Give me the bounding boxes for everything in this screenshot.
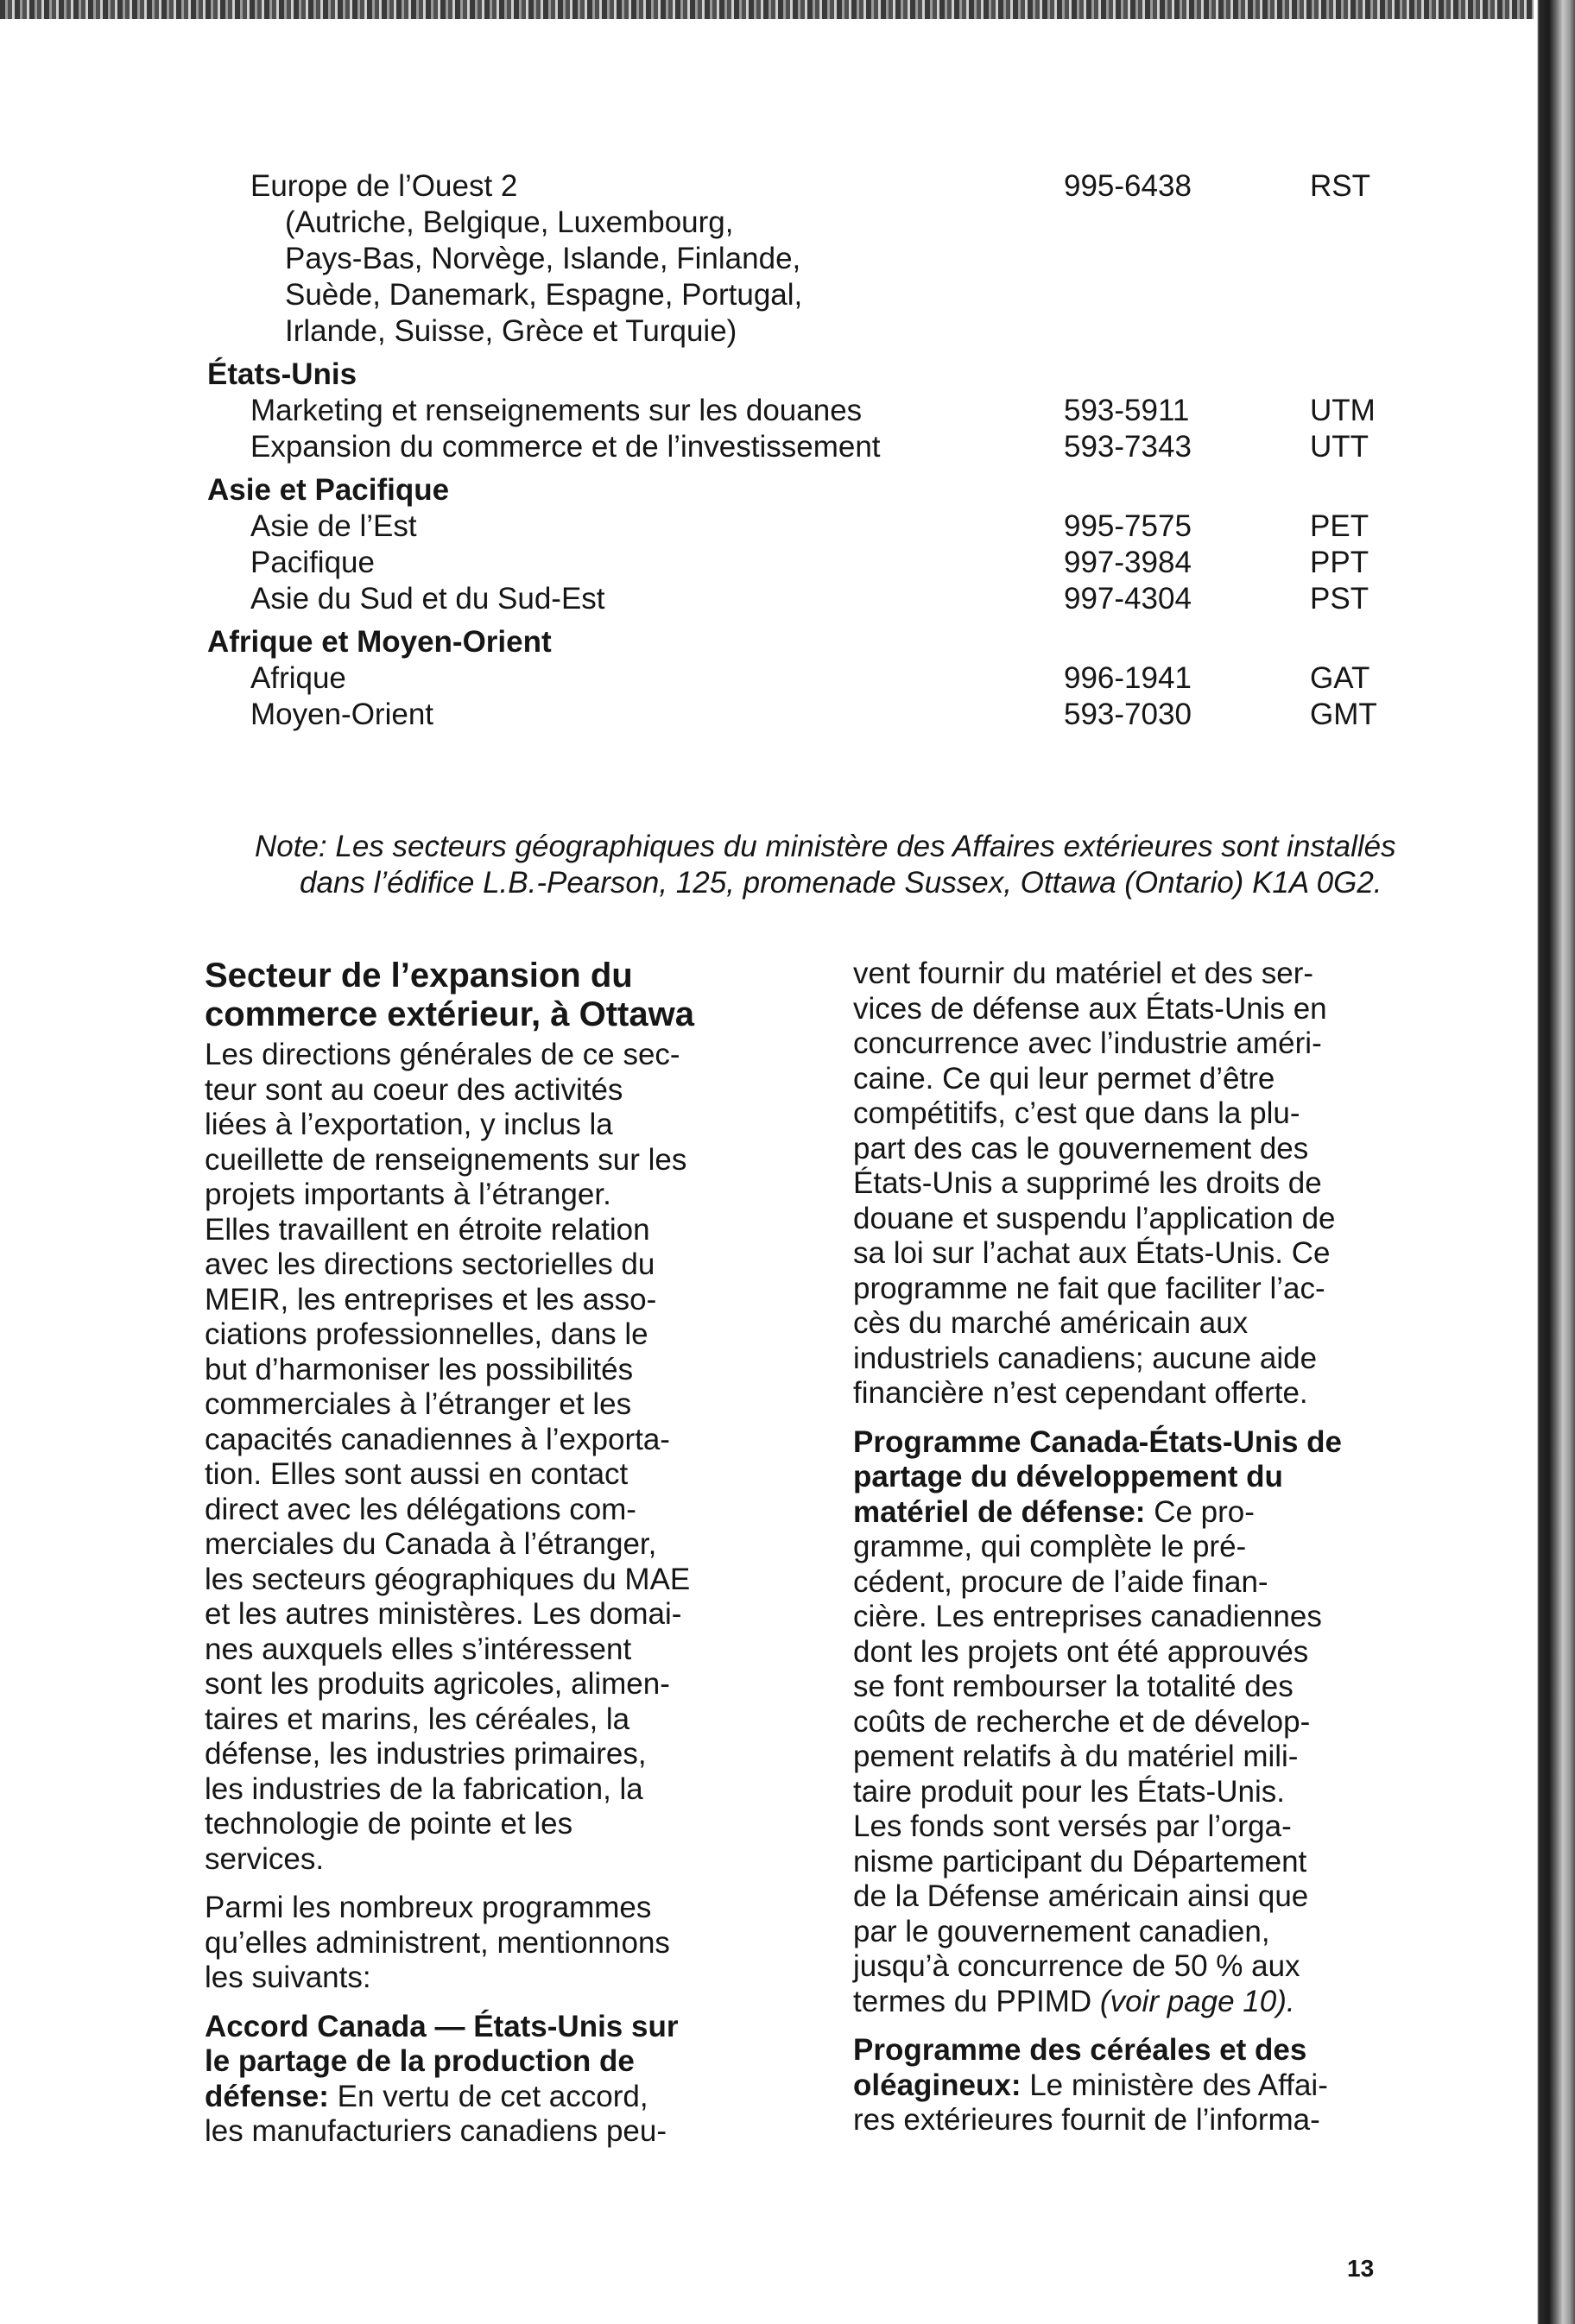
- text-line: sa loi sur l’achat aux États-Unis. Ce: [853, 1236, 1331, 1270]
- group-heading: Afrique et Moyen-Orient: [207, 625, 552, 659]
- bold-lead: défense:: [205, 2079, 329, 2113]
- directory-row: [207, 508, 1477, 545]
- text-line: vent fournir du matériel et des ser-: [853, 957, 1314, 990]
- text-line: défense, les industries primaires,: [205, 1737, 647, 1771]
- section-heading: [205, 957, 757, 1034]
- bold-line: le partage de la production de: [205, 2044, 635, 2078]
- entry-name: Marketing et renseignements sur les douanes: [250, 394, 863, 427]
- scan-border-right: [1534, 0, 1575, 2324]
- detail-line: Irlande, Suisse, Grèce et Turquie): [285, 314, 737, 348]
- text-line: MEIR, les entreprises et les asso-: [205, 1282, 657, 1317]
- paragraph: [853, 957, 1406, 1411]
- heading-line: Secteur de l’expansion du: [205, 957, 633, 995]
- entry-phone: 995-7575: [1064, 509, 1192, 543]
- entry-name: Pacifique: [250, 546, 375, 579]
- entry-code: GMT: [1310, 698, 1377, 731]
- entry-name: Asie du Sud et du Sud-Est: [250, 582, 605, 616]
- paragraph: [205, 2010, 757, 2150]
- page-number: 13: [1347, 2255, 1375, 2282]
- text-line: sont les produits agricoles, alimen-: [205, 1667, 670, 1701]
- directory-row: [207, 168, 1477, 205]
- entry-name: Asie de l’Est: [250, 509, 417, 543]
- text-line: par le gouvernement canadien,: [853, 1914, 1270, 1948]
- bold-line: Accord Canada — États-Unis sur: [205, 2009, 679, 2043]
- text-line: nes auxquels elles s’intéressent: [205, 1632, 632, 1666]
- directory-row: [207, 393, 1477, 429]
- text-line: vices de défense aux États-Unis en: [853, 991, 1327, 1026]
- text-line: technologie de pointe et les: [205, 1807, 573, 1841]
- text-line: les industries de la fabrication, la: [205, 1771, 643, 1806]
- entry-code: GAT: [1310, 661, 1370, 695]
- text-run: En vertu de cet accord,: [328, 2079, 648, 2113]
- text-line: [205, 2080, 757, 2115]
- entry-code: RST: [1310, 169, 1370, 203]
- bold-line: Programme des céréales et des: [853, 2033, 1307, 2067]
- text-line: services.: [205, 1841, 325, 1876]
- text-line: États-Unis a supprimé les droits de: [853, 1166, 1322, 1200]
- text-line: cueillette de renseignements sur les: [205, 1142, 687, 1177]
- text-line: merciales du Canada à l’étranger,: [205, 1527, 657, 1561]
- text-line: [853, 1495, 1406, 1531]
- text-line: programme ne fait que faciliter l’ac-: [853, 1271, 1325, 1305]
- text-line: financière n’est cependant offerte.: [853, 1376, 1308, 1410]
- right-column: [853, 957, 1406, 2138]
- text-line: part des cas le gouvernement des: [853, 1131, 1309, 1165]
- text-line: res extérieures fournit de l’informa-: [853, 2103, 1320, 2137]
- entry-phone: 593-7343: [1064, 430, 1192, 464]
- entry-code: PST: [1310, 582, 1369, 616]
- entry-name: Moyen-Orient: [250, 698, 434, 731]
- text-line: concurrence avec l’industrie améri-: [853, 1026, 1322, 1060]
- text-run: termes du PPIMD: [853, 1984, 1100, 2018]
- note-line: Note: Les secteurs géographiques du ministère des Affaires extérieures sont installés: [255, 830, 1396, 863]
- entry-phone: 593-7030: [1064, 698, 1192, 731]
- text-line: but d’harmoniser les possibilités: [205, 1352, 634, 1386]
- entry-code: UTT: [1310, 430, 1369, 464]
- text-line: cière. Les entreprises canadiennes: [853, 1600, 1322, 1633]
- text-line: industriels canadiens; aucune aide: [853, 1341, 1318, 1375]
- entry-code: PPT: [1310, 546, 1369, 579]
- text-line: capacités canadiennes à l’exporta-: [205, 1422, 670, 1456]
- text-line: et les autres ministères. Les domai-: [205, 1597, 682, 1631]
- text-line: compétitifs, c’est que dans la plu-: [853, 1096, 1300, 1130]
- entry-phone: 997-4304: [1064, 582, 1192, 616]
- text-line: les secteurs géographiques du MAE: [205, 1562, 691, 1596]
- entry-phone: 997-3984: [1064, 546, 1192, 579]
- page-reference: (voir page 10).: [1099, 1984, 1295, 2018]
- entry-name: Europe de l’Ouest 2: [250, 169, 518, 203]
- group-heading: États-Unis: [207, 357, 357, 391]
- location-note: [255, 829, 1490, 901]
- paragraph: [205, 1038, 757, 1877]
- text-line: [853, 1985, 1406, 2020]
- group-heading: Asie et Pacifique: [207, 473, 450, 507]
- directory-row: [207, 429, 1477, 465]
- paragraph: [853, 2033, 1406, 2138]
- text-line: cès du marché américain aux: [853, 1306, 1249, 1340]
- text-line: les suivants:: [205, 1961, 371, 1994]
- detail-line: Pays-Bas, Norvège, Islande, Finlande,: [285, 242, 801, 275]
- text-run: Ce pro-: [1145, 1494, 1255, 1529]
- text-line: commerciales à l’étranger et les: [205, 1387, 632, 1421]
- text-line: Elles travaillent en étroite relation: [205, 1212, 650, 1247]
- text-line: les manufacturiers canadiens peu-: [205, 2114, 667, 2148]
- text-line: liées à l’exportation, y inclus la: [205, 1108, 613, 1141]
- bold-lead: matériel de défense:: [853, 1494, 1146, 1529]
- directory-row: [207, 660, 1477, 697]
- text-line: ciations professionnelles, dans le: [205, 1317, 648, 1351]
- bold-lead: oléagineux:: [853, 2068, 1022, 2102]
- text-line: tion. Elles sont aussi en contact: [205, 1457, 629, 1491]
- left-column: [205, 957, 757, 2150]
- text-line: [853, 2068, 1406, 2104]
- entry-code: UTM: [1310, 394, 1376, 427]
- text-run: Le ministère des Affai-: [1021, 2068, 1328, 2102]
- text-line: coûts de recherche et de dévelop-: [853, 1704, 1311, 1739]
- entry-name: Expansion du commerce et de l’investissement: [250, 430, 881, 464]
- detail-line: (Autriche, Belgique, Luxembourg,: [285, 205, 734, 239]
- directory-table: [207, 168, 1477, 733]
- entry-name: Afrique: [250, 661, 346, 695]
- text-line: projets importants à l’étranger.: [205, 1178, 611, 1211]
- text-line: nisme participant du Département: [853, 1844, 1307, 1879]
- note-line: dans l’édifice L.B.-Pearson, 125, promenade Sussex, Ottawa (Ontario) K1A 0G2.: [300, 866, 1382, 900]
- bold-line: partage du développement du: [853, 1460, 1283, 1494]
- bold-line: Programme Canada-États-Unis de: [853, 1424, 1342, 1459]
- text-line: se font rembourser la totalité des: [853, 1670, 1294, 1703]
- paragraph: [205, 1891, 757, 1996]
- text-line: caine. Ce qui leur permet d’être: [853, 1061, 1275, 1096]
- text-line: direct avec les délégations com-: [205, 1492, 636, 1526]
- text-line: pement relatifs à du matériel mili-: [853, 1740, 1299, 1773]
- text-line: Les directions générales de ce sec-: [205, 1038, 680, 1071]
- text-line: avec les directions sectorielles du: [205, 1247, 655, 1281]
- paragraph: [853, 1425, 1406, 2020]
- text-line: douane et suspendu l’application de: [853, 1201, 1336, 1235]
- text-line: Parmi les nombreux programmes: [205, 1891, 652, 1924]
- detail-line: Suède, Danemark, Espagne, Portugal,: [285, 278, 803, 312]
- entry-phone: 995-6438: [1064, 169, 1192, 203]
- entry-phone: 593-5911: [1064, 394, 1190, 427]
- text-line: cédent, procure de l’aide finan-: [853, 1564, 1268, 1599]
- heading-line: commerce extérieur, à Ottawa: [205, 995, 694, 1033]
- text-line: gramme, qui complète le pré-: [853, 1530, 1247, 1563]
- entry-detail: [207, 205, 1477, 350]
- text-line: jusqu’à concurrence de 50 % aux: [853, 1949, 1300, 1983]
- directory-row: [207, 545, 1477, 581]
- text-line: dont les projets ont été approuvés: [853, 1634, 1309, 1669]
- entry-code: PET: [1310, 509, 1369, 543]
- text-line: teur sont au coeur des activités: [205, 1072, 623, 1107]
- text-line: de la Défense américain ainsi que: [853, 1879, 1309, 1913]
- text-line: taires et marins, les céréales, la: [205, 1702, 630, 1736]
- directory-row: [207, 581, 1477, 617]
- text-line: qu’elles administrent, mentionnons: [205, 1925, 670, 1960]
- text-line: Les fonds sont versés par l’orga-: [853, 1809, 1292, 1843]
- text-line: taire produit pour les États-Unis.: [853, 1774, 1285, 1809]
- entry-phone: 996-1941: [1064, 661, 1192, 695]
- directory-row: [207, 697, 1477, 733]
